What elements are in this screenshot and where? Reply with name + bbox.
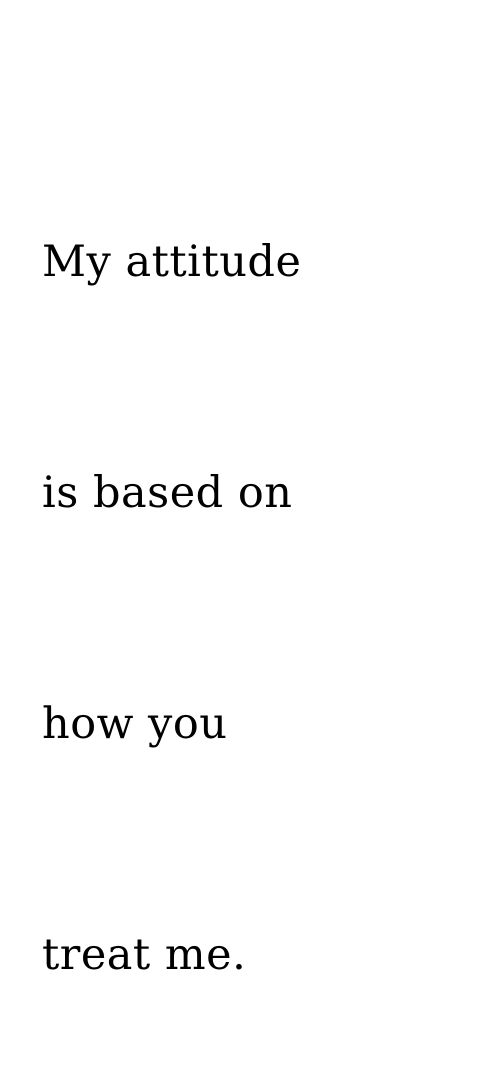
quote-text bbox=[42, 70, 301, 1071]
quote-line-1: My attitude bbox=[42, 237, 302, 287]
quote-line-2: is based on bbox=[42, 468, 293, 518]
quote-line-4: treat me. bbox=[42, 930, 247, 980]
quote-line-3: how you bbox=[42, 699, 228, 749]
